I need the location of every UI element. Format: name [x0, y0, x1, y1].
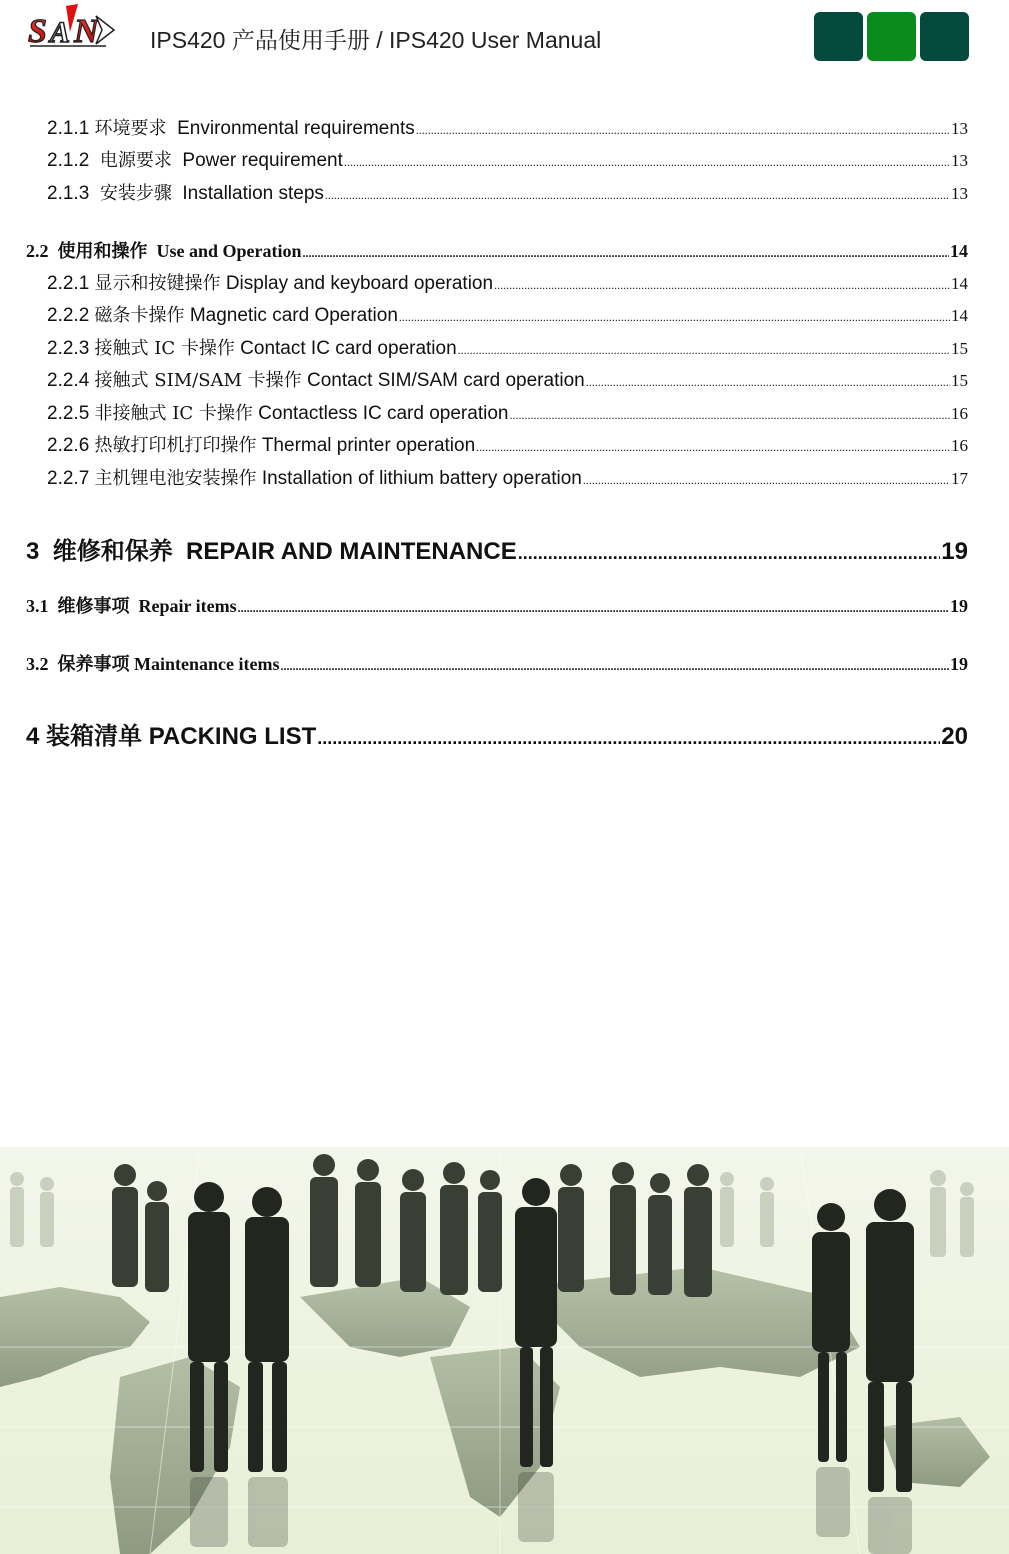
toc-leader-dots [303, 246, 949, 261]
toc-page-number: 20 [941, 723, 968, 750]
color-block-3 [920, 12, 969, 61]
toc-entry-3-1[interactable] [26, 592, 968, 618]
toc-page-number: 19 [941, 538, 968, 565]
toc-title-zh: 热敏打印机打印操作 [94, 435, 257, 456]
toc-number: 3.2 [26, 654, 49, 674]
toc-title-en: Environmental requirements [177, 118, 415, 139]
toc-entry-2-2-5[interactable] [47, 399, 968, 425]
toc-entry-2-2[interactable] [26, 237, 968, 263]
toc-title-zh: 使用和操作 [57, 241, 148, 262]
header-color-blocks [814, 12, 969, 61]
toc-number: 4 [26, 723, 40, 750]
toc-leader-dots [238, 601, 949, 616]
toc-page-number: 13 [951, 184, 968, 203]
toc-number: 2.2.6 [47, 435, 90, 456]
toc-title-zh: 维修和保养 [52, 538, 173, 565]
toc-number: 2.2.7 [47, 468, 90, 489]
toc-leader-dots [494, 278, 950, 293]
toc-page-number: 14 [950, 241, 968, 261]
toc-leader-dots [317, 728, 940, 749]
toc-title-en: Contact SIM/SAM card operation [306, 370, 585, 391]
toc-title-en: REPAIR AND MAINTENANCE [186, 538, 517, 565]
toc-entry-4[interactable] [26, 716, 968, 751]
toc-number: 2.2.1 [47, 273, 90, 294]
toc-page-number: 13 [951, 151, 968, 170]
toc-page-number: 14 [951, 306, 968, 325]
svg-text:S: S [28, 13, 47, 50]
business-people-banner-image [0, 1147, 1009, 1554]
toc-page-number: 17 [951, 469, 968, 488]
toc-leader-dots [416, 123, 950, 138]
toc-leader-dots [344, 155, 950, 170]
toc-title-zh: 显示和按键操作 [94, 273, 221, 294]
toc-page-number: 19 [950, 654, 968, 674]
toc-title-en: Installation of lithium battery operation [261, 468, 582, 489]
toc-leader-dots [325, 188, 950, 203]
toc-leader-dots [280, 659, 949, 674]
toc-number: 2.2.2 [47, 305, 90, 326]
toc-title-zh: 非接触式 IC 卡操作 [94, 403, 253, 424]
toc-page-number: 19 [950, 596, 968, 616]
toc-leader-dots [586, 375, 950, 390]
toc-title-zh: 安装步骤 [99, 183, 172, 204]
toc-entry-2-1-1[interactable] [47, 114, 968, 140]
toc-entry-2-2-4[interactable] [47, 366, 968, 392]
toc-page-number: 16 [951, 404, 968, 423]
toc-leader-dots [509, 408, 950, 423]
toc-title-zh: 磁条卡操作 [94, 305, 185, 326]
toc-number: 2.2.5 [47, 403, 90, 424]
toc-title-en: Installation steps [182, 183, 324, 204]
toc-leader-dots [583, 473, 950, 488]
toc-title-en: Thermal printer operation [261, 435, 476, 456]
toc-title-zh: 保养事项 [57, 654, 130, 675]
toc-leader-dots [476, 440, 950, 455]
toc-number: 2.2.4 [47, 370, 90, 391]
toc-title-en: Repair items [138, 596, 237, 616]
toc-entry-2-2-3[interactable] [47, 334, 968, 360]
toc-leader-dots [518, 543, 941, 564]
toc-title-en: Contact IC card operation [240, 338, 457, 359]
page-header [0, 0, 1009, 70]
toc-entry-2-2-2[interactable] [47, 301, 968, 327]
toc-entry-2-2-6[interactable] [47, 431, 968, 457]
toc-leader-dots [458, 343, 950, 358]
toc-title-zh: 主机锂电池安装操作 [94, 468, 257, 489]
toc-title-en: Contactless IC card operation [258, 403, 509, 424]
toc-entry-3[interactable] [26, 531, 968, 566]
svg-text:A: A [50, 16, 71, 49]
toc-title-zh: 接触式 IC 卡操作 [94, 338, 235, 359]
toc-page-number: 16 [951, 436, 968, 455]
toc-entry-3-2[interactable] [26, 650, 968, 676]
toc-page-number: 14 [951, 274, 968, 293]
toc-title-en: Power requirement [182, 150, 343, 171]
toc-number: 3.1 [26, 596, 49, 616]
toc-number: 2.1.1 [47, 118, 90, 139]
sand-logo [26, 2, 118, 50]
toc-title-zh: 维修事项 [57, 596, 130, 617]
toc-title-en: Use and Operation [156, 241, 302, 261]
toc-entry-2-1-2[interactable] [47, 146, 968, 172]
toc-page-number: 15 [951, 339, 968, 358]
color-block-1 [814, 12, 863, 61]
toc-title-en: Display and keyboard operation [225, 273, 494, 294]
toc-leader-dots [399, 310, 950, 325]
toc-number: 3 [26, 538, 40, 565]
color-block-2 [867, 12, 916, 61]
toc-entry-2-2-1[interactable] [47, 269, 968, 295]
toc-title-en: Magnetic card Operation [189, 305, 398, 326]
toc-number: 2.2 [26, 241, 49, 261]
toc-title-en: PACKING LIST [148, 723, 317, 750]
toc-number: 2.1.3 [47, 183, 90, 204]
toc-title-en: Maintenance items [134, 654, 280, 674]
toc-title-zh: 接触式 SIM/SAM 卡操作 [94, 370, 302, 391]
toc-entry-2-1-3[interactable] [47, 179, 968, 205]
toc-title-zh: 装箱清单 [46, 723, 143, 750]
toc-title-zh: 电源要求 [99, 150, 172, 171]
toc-entry-2-2-7[interactable] [47, 464, 968, 490]
toc-number: 2.1.2 [47, 150, 90, 171]
toc-number: 2.2.3 [47, 338, 90, 359]
header-title: IPS420 产品使用手册 / IPS420 User Manual [150, 27, 602, 53]
toc-title-zh: 环境要求 [94, 118, 167, 139]
toc-page-number: 15 [951, 371, 968, 390]
svg-text:N: N [74, 13, 99, 50]
toc-page-number: 13 [951, 119, 968, 138]
